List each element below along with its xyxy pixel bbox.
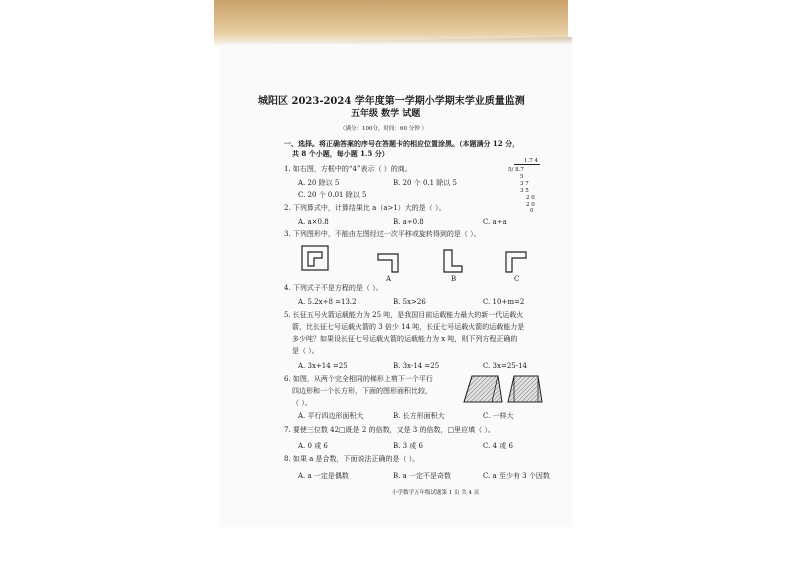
q8-option-b: B. a 一定不是奇数 xyxy=(393,472,451,480)
q7-option-b: B. 3 或 6 xyxy=(393,442,423,450)
q3-option-b: B xyxy=(451,275,457,283)
division-step: 3 5 xyxy=(520,188,529,194)
q8-option-a: A. a 一定是偶数 xyxy=(298,472,349,480)
division-remainder: 0 xyxy=(530,208,534,214)
question-1: 1. 如右图，方框中的“4”表示（ ）的商。 xyxy=(284,165,412,173)
q6-option-c: C. 一样大 xyxy=(483,412,514,420)
q8-option-c: C. a 至少有 3 个因数 xyxy=(483,472,550,480)
q7-option-c: C. 4 或 6 xyxy=(483,442,513,450)
q5-option-b: B. 3x-14 =25 xyxy=(393,362,440,370)
section-heading: 一、选择。将正确答案的序号在答题卡的相应位置涂黑。（本题满分 12 分， xyxy=(284,139,520,148)
q1-option-a: A. 20 除以 5 xyxy=(298,179,340,187)
question-7: 7. 要使三位数 42□既是 2 的倍数，又是 3 的倍数，□里应填（ ）。 xyxy=(284,426,495,434)
q6-trapezoid-left xyxy=(464,376,502,402)
q3-option-c: C xyxy=(514,275,520,283)
q2-option-b: B. a÷0.8 xyxy=(393,218,424,226)
question-3: 3. 下列图形中，不能由左图经过一次平移或旋转得到的是（ ）。 xyxy=(284,230,481,238)
division-dividend: 5/ 8.7 xyxy=(508,167,524,173)
question-2: 2. 下列算式中，计算结果比 a（a>1）大的是（ ）。 xyxy=(284,204,446,212)
question-5-line-2: 箭，比长征七号运载火箭的 3 倍少 14 吨，长征七号运载火箭的运载能力是 xyxy=(292,323,525,331)
question-4: 4. 下列式子不是方程的是（ ）。 xyxy=(284,284,383,292)
division-bar xyxy=(514,164,540,165)
q3-shape-c xyxy=(506,252,526,272)
q2-option-c: C. a÷a xyxy=(483,218,507,226)
question-5: 5. 长征五号火箭运载能力为 25 吨，是我国目前运载能力最大的新一代运载火 xyxy=(284,311,524,319)
question-5-line-3: 多少吨？如果设长征七号运载火箭的运载能力为 x 吨，则下列方程正确的 xyxy=(292,335,518,343)
q3-option-a: A xyxy=(386,275,392,283)
question-6-line-3: （ ）。 xyxy=(292,399,312,407)
division-step: 5 xyxy=(520,174,524,180)
q3-figures xyxy=(300,244,540,284)
division-step: 2 0 xyxy=(526,195,535,201)
question-6-line-2: 四边形和一个长方形，下面的图形面积比较， xyxy=(292,387,432,395)
q1-option-b: B. 20 个 0.1 除以 5 xyxy=(393,179,457,187)
q6-option-a: A. 平行四边形面积大 xyxy=(298,412,364,420)
question-6: 6. 如图，从两个完全相同的梯形上剪下一个平行 xyxy=(284,375,433,383)
q7-option-a: A. 0 或 6 xyxy=(298,442,328,450)
q3-original-shape xyxy=(302,246,328,270)
q6-trapezoid-figures xyxy=(462,372,544,406)
q4-option-c: C. 10+m=2 xyxy=(483,298,525,306)
exam-title: 城阳区 2023-2024 学年度第一学期小学期末学业质量监测 xyxy=(258,96,525,107)
division-step: 3 7 xyxy=(520,181,529,187)
q5-option-c: C. 3x=25-14 xyxy=(483,362,528,370)
q4-option-a: A. 5.2x÷8 =13.2 xyxy=(298,298,357,306)
exam-meta: （满分：100分，时间：60 分钟 ） xyxy=(340,126,427,132)
q3-shape-a xyxy=(378,254,398,272)
exam-subtitle: 五年级 数学 试题 xyxy=(351,109,421,119)
division-quotient: 1.7 4 xyxy=(524,158,538,164)
question-5-line-4: 是（ ）。 xyxy=(292,347,319,355)
division-step: 2 0 xyxy=(526,202,535,208)
question-8: 8. 如果 a 是合数，下面说法正确的是（ ）。 xyxy=(284,455,420,463)
q6-trapezoid-right xyxy=(508,376,542,402)
q6-option-b: B. 长方形面积大 xyxy=(393,412,445,420)
section-heading-2: 共 8 个小题，每小题 1.5 分） xyxy=(292,149,389,158)
q3-shape-b xyxy=(444,250,462,272)
page-footer: 小学数学五年级试题第 1 页 共 4 页 xyxy=(392,490,480,496)
q5-option-a: A. 3x+14 =25 xyxy=(298,362,348,370)
q2-option-a: A. a×0.8 xyxy=(298,218,329,226)
q4-option-b: B. 5x>26 xyxy=(393,298,426,306)
q1-option-c: C. 20 个 0.01 除以 5 xyxy=(298,191,367,199)
